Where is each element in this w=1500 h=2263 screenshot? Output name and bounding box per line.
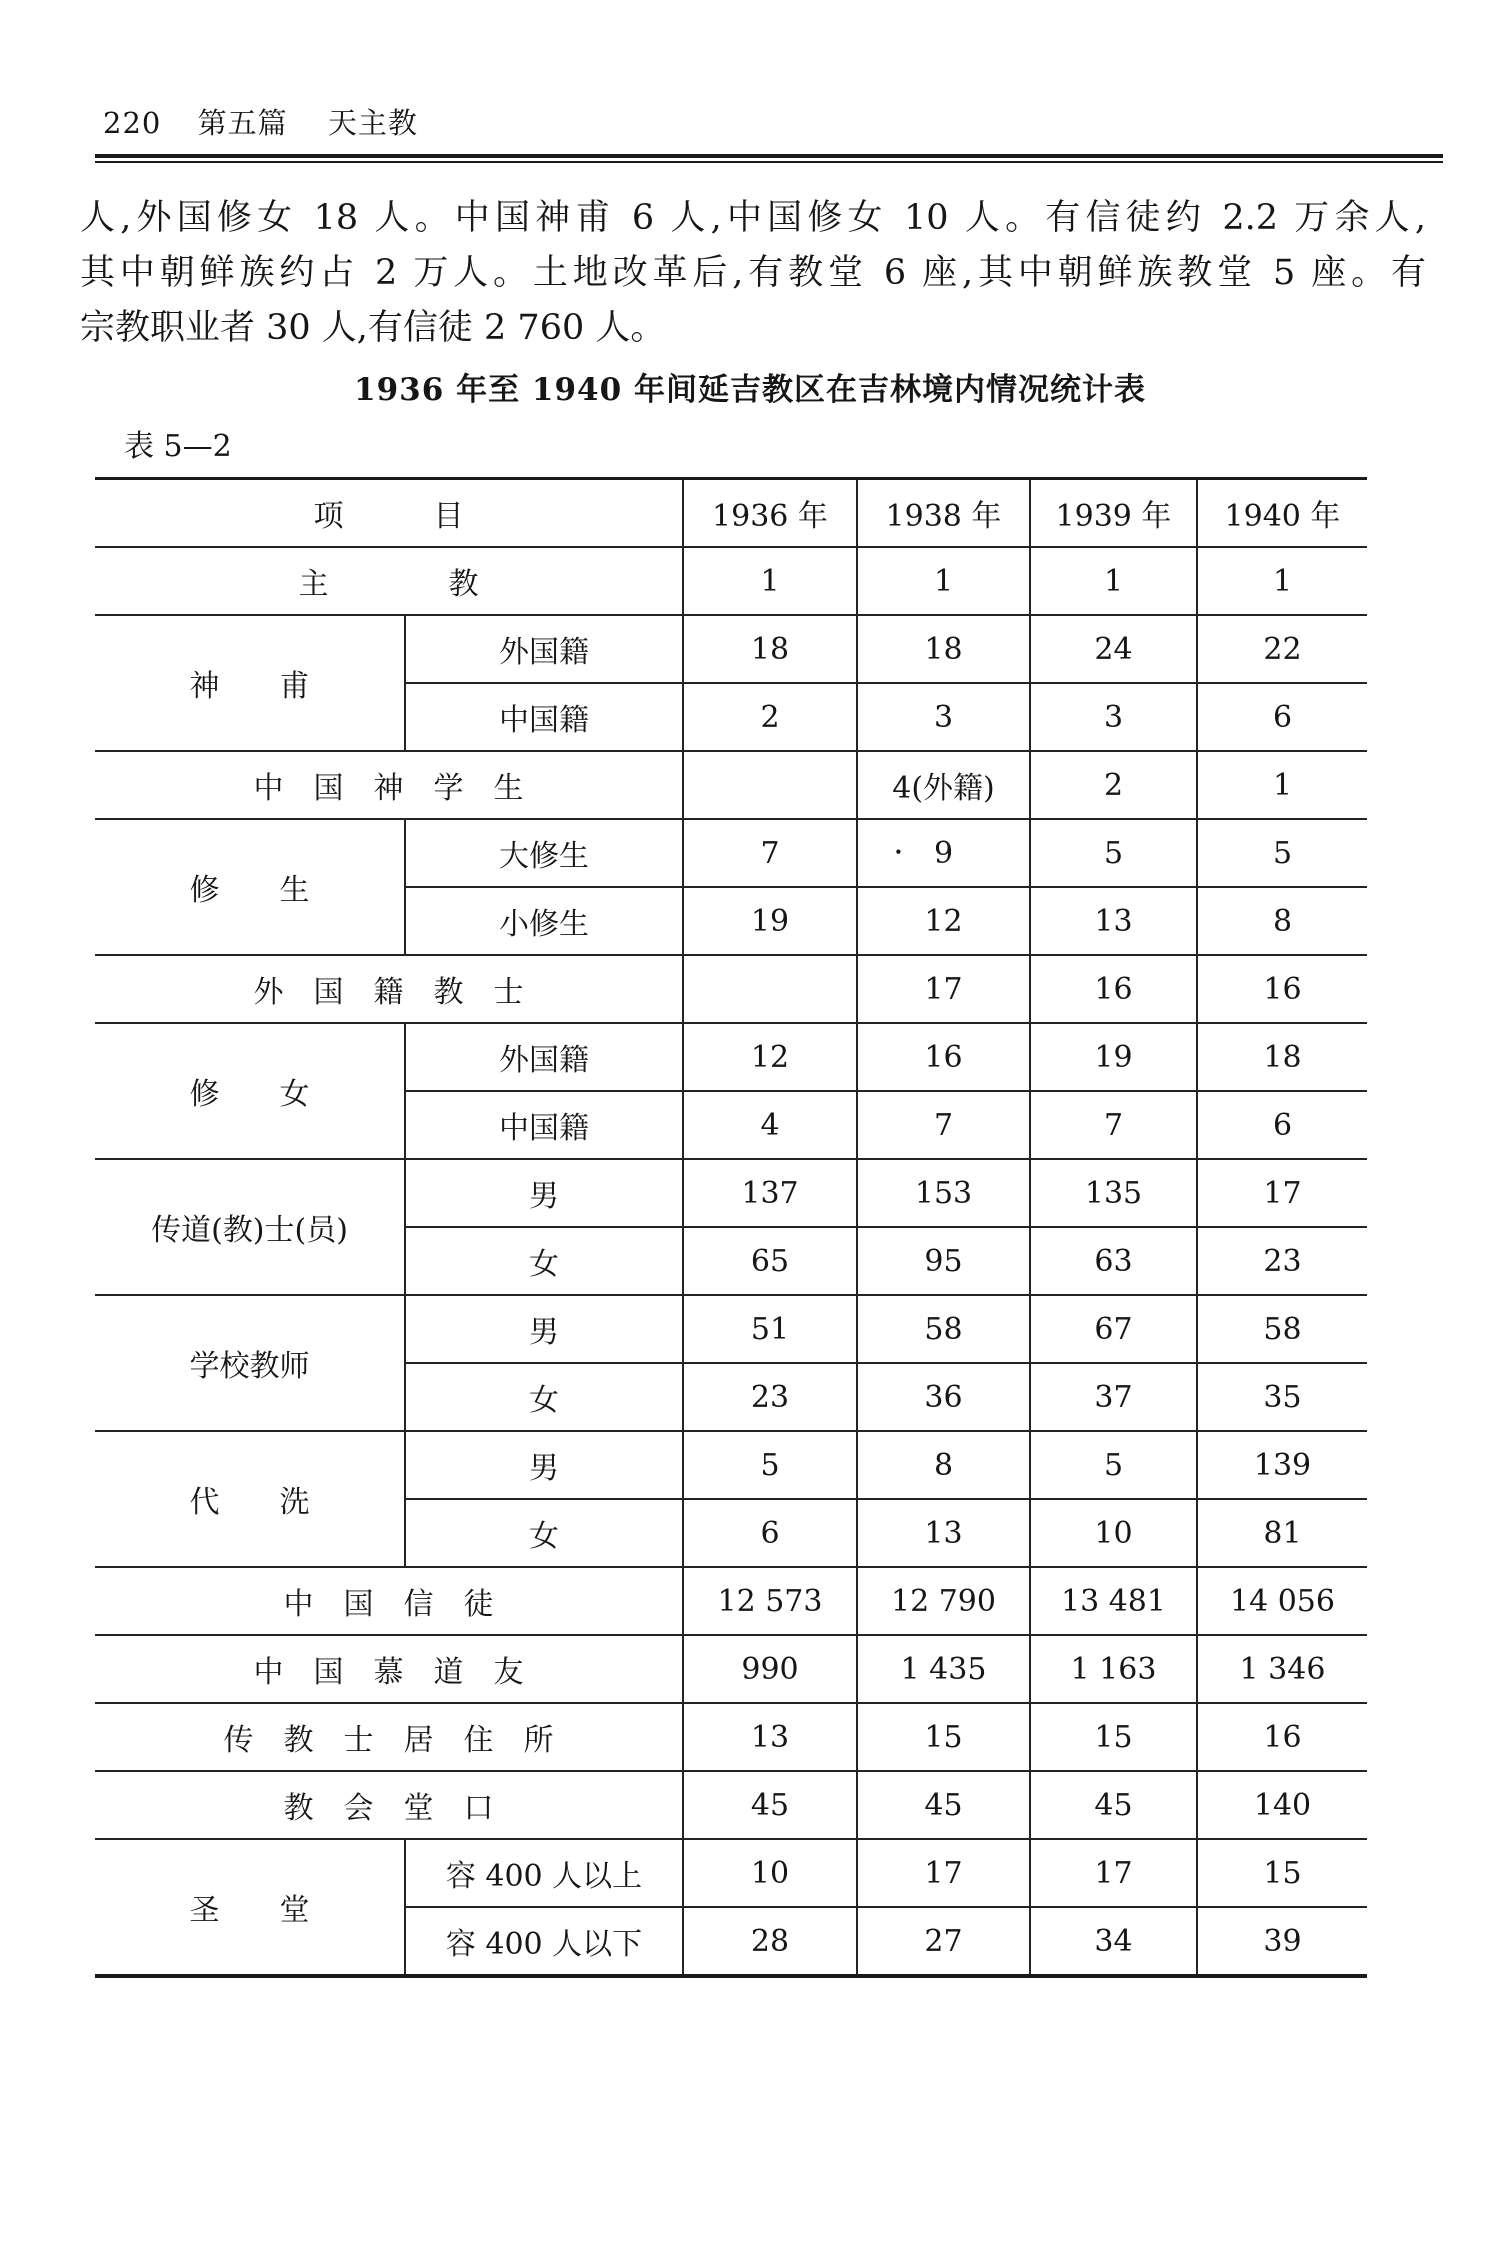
col-header-1938: 1938 年 [857,479,1030,548]
cell-value: 7 [857,1091,1030,1159]
row-sublabel: 容 400 人以上 [405,1839,683,1907]
cell-value: 139 [1197,1431,1367,1499]
cell-value: 16 [857,1023,1030,1091]
cell-value: 990 [683,1635,857,1703]
row-sublabel: 容 400 人以下 [405,1907,683,1976]
table-label: 表 5—2 [124,429,232,464]
cell-value: 35 [1197,1363,1367,1431]
table-row [95,1703,1367,1771]
cell-value: 140 [1197,1771,1367,1839]
cell-value: 8 [857,1431,1030,1499]
cell-value: 4(外籍) [857,751,1030,819]
cell-value [683,751,857,819]
page-number: 220 [103,106,162,140]
row-sublabel: 中国籍 [405,683,683,751]
cell-value [683,955,857,1023]
cell-value: 7 [683,819,857,887]
paragraph-line-3: 宗教职业者 30 人,有信徒 2 760 人。 [80,308,666,348]
cell-value: 17 [857,955,1030,1023]
cell-value: 1 435 [857,1635,1030,1703]
cell-value: 12 [683,1023,857,1091]
col-header-1936: 1936 年 [683,479,857,548]
cell-value: 19 [1030,1023,1197,1091]
table-row [95,547,1367,615]
row-sublabel: 大修生 [405,819,683,887]
cell-value: 13 481 [1030,1567,1197,1635]
table-row [95,1771,1367,1839]
row-label-priest: 神 甫 [95,615,405,751]
table-row [95,1159,1367,1227]
cell-value: 24 [1030,615,1197,683]
cell-value: 18 [1197,1023,1367,1091]
row-label-catechist: 传道(教)士(员) [95,1159,405,1295]
cell-value: 45 [683,1771,857,1839]
cell-value: 65 [683,1227,857,1295]
row-sublabel: 男 [405,1431,683,1499]
row-label-foreign-clergy: 外 国 籍 教 士 [95,955,683,1023]
cell-value: 5 [683,1431,857,1499]
col-header-1940: 1940 年 [1197,479,1367,548]
row-label-chinese-seminarian: 中 国 神 学 生 [95,751,683,819]
cell-value: 5 [1030,1431,1197,1499]
cell-value: 22 [1197,615,1367,683]
row-label-residences: 传 教 士 居 住 所 [95,1703,683,1771]
part-title: 第五篇 [197,106,288,140]
cell-value: 137 [683,1159,857,1227]
cell-value: 4 [683,1091,857,1159]
row-sublabel: 女 [405,1363,683,1431]
cell-value: 12 573 [683,1567,857,1635]
cell-value: 10 [1030,1499,1197,1567]
chapter-title: 天主教 [327,106,418,140]
cell-value: 18 [683,615,857,683]
cell-value: 1 [857,547,1030,615]
row-sublabel: 女 [405,1227,683,1295]
cell-value: 6 [1197,1091,1367,1159]
cell-value: 13 [857,1499,1030,1567]
cell-value: 81 [1197,1499,1367,1567]
cell-value: 63 [1030,1227,1197,1295]
table-row [95,1431,1367,1499]
cell-value: 34 [1030,1907,1197,1976]
cell-value: 14 056 [1197,1567,1367,1635]
row-sublabel: 中国籍 [405,1091,683,1159]
row-label-church: 圣 堂 [95,1839,405,1976]
cell-value: 23 [1197,1227,1367,1295]
cell-value: 45 [1030,1771,1197,1839]
cell-value: 37 [1030,1363,1197,1431]
stats-table [95,477,1367,1978]
cell-value: 2 [683,683,857,751]
table-row [95,751,1367,819]
cell-value: 45 [857,1771,1030,1839]
row-label-nun: 修 女 [95,1023,405,1159]
cell-value: 12 790 [857,1567,1030,1635]
cell-value: 28 [683,1907,857,1976]
cell-value: 2 [1030,751,1197,819]
cell-value: 153 [857,1159,1030,1227]
row-label-believers: 中 国 信 徒 [95,1567,683,1635]
col-header-1939: 1939 年 [1030,479,1197,548]
cell-value: 3 [857,683,1030,751]
row-sublabel: 男 [405,1159,683,1227]
cell-value: 15 [857,1703,1030,1771]
cell-value: 67 [1030,1295,1197,1363]
header-rule [95,154,1443,163]
cell-value: 23 [683,1363,857,1431]
cell-value: 51 [683,1295,857,1363]
table-row [95,1295,1367,1363]
table-row [95,615,1367,683]
table-header-row [95,479,1367,548]
cell-value: 18 [857,615,1030,683]
cell-value: 13 [1030,887,1197,955]
cell-value: 8 [1197,887,1367,955]
table-row [95,1635,1367,1703]
cell-value: 58 [1197,1295,1367,1363]
table-row [95,1023,1367,1091]
cell-value: 6 [1197,683,1367,751]
cell-value: 1 [1197,547,1367,615]
cell-value: 1 [1030,547,1197,615]
col-header-item: 项 目 [95,479,683,548]
cell-value-text: 9 [933,835,954,871]
scanned-book-page [0,106,1500,2263]
cell-value: 36 [857,1363,1030,1431]
row-sublabel: 男 [405,1295,683,1363]
cell-value: 13 [683,1703,857,1771]
body-paragraph [80,191,1426,356]
cell-value: 1 [1197,751,1367,819]
cell-value: 15 [1197,1839,1367,1907]
cell-value: 16 [1197,1703,1367,1771]
paragraph-line-2: 其中朝鲜族约占 2 万人。土地改革后,有教堂 6 座,其中朝鲜族教堂 5 座。有 [80,253,1426,293]
row-sublabel: 外国籍 [405,1023,683,1091]
row-sublabel: 女 [405,1499,683,1567]
cell-value: 1 163 [1030,1635,1197,1703]
row-label-teacher: 学校教师 [95,1295,405,1431]
cell-value: 6 [683,1499,857,1567]
cell-value: 1 [683,547,857,615]
cell-value: 5 [1030,819,1197,887]
table-row [95,819,1367,887]
running-head [103,106,1500,140]
cell-value: 17 [1030,1839,1197,1907]
table-row [95,1839,1367,1907]
table-title: 1936 年至 1940 年间延吉教区在吉林境内情况统计表 [354,372,1146,408]
cell-value: 5 [1197,819,1367,887]
cell-value: 27 [857,1907,1030,1976]
cell-value: 17 [1197,1159,1367,1227]
cell-value: 135 [1030,1159,1197,1227]
cell-value: 10 [683,1839,857,1907]
cell-value: 58 [857,1295,1030,1363]
cell-value: 3 [1030,683,1197,751]
cell-value: 39 [1197,1907,1367,1976]
cell-value: 95 [857,1227,1030,1295]
table-row [95,955,1367,1023]
cell-value: 15 [1030,1703,1197,1771]
row-label-bishop: 主 教 [95,547,683,615]
cell-value [857,819,1030,887]
cell-value: 12 [857,887,1030,955]
row-label-baptism: 代 洗 [95,1431,405,1567]
cell-value: 7 [1030,1091,1197,1159]
stray-ink-dot: • [894,843,903,862]
cell-value: 19 [683,887,857,955]
row-sublabel: 外国籍 [405,615,683,683]
row-label-catechumens: 中 国 慕 道 友 [95,1635,683,1703]
row-label-seminarist: 修 生 [95,819,405,955]
row-label-parishes: 教 会 堂 口 [95,1771,683,1839]
cell-value: 16 [1197,955,1367,1023]
cell-value: 1 346 [1197,1635,1367,1703]
cell-value: 16 [1030,955,1197,1023]
table-row [95,1567,1367,1635]
cell-value: 17 [857,1839,1030,1907]
paragraph-line-1: 人,外国修女 18 人。中国神甫 6 人,中国修女 10 人。有信徒约 2.2 万余人, [80,198,1426,238]
row-sublabel: 小修生 [405,887,683,955]
